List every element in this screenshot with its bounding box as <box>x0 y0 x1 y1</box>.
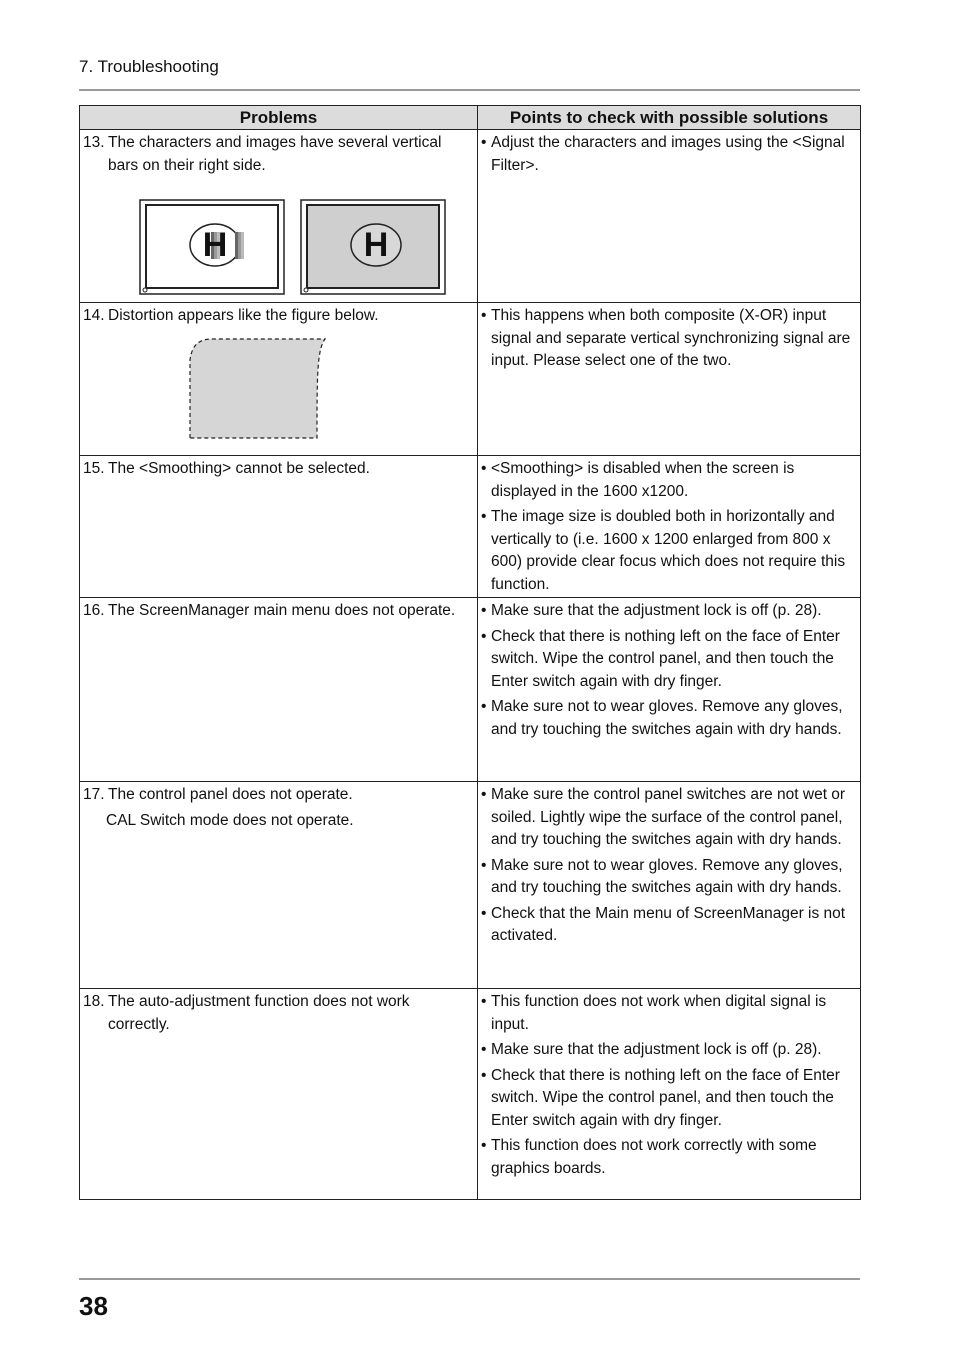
monitor-filtered-illustration <box>299 198 447 296</box>
table-row <box>80 303 861 456</box>
solution-item <box>481 305 854 373</box>
solution-text: Make sure not to wear gloves. Remove any gloves, and try touching the switches again with dry hands. <box>491 856 843 896</box>
header-rule <box>79 89 860 91</box>
solution-cell <box>478 303 861 456</box>
monitor-vertical-bars-illustration <box>138 198 286 296</box>
solution-item <box>481 506 854 596</box>
distortion-illustration <box>188 336 328 440</box>
solution-cell <box>478 130 861 303</box>
bullet-icon: • <box>481 1137 487 1154</box>
solution-item <box>481 458 854 503</box>
bullet-icon: • <box>481 627 487 645</box>
solution-cell <box>478 598 861 782</box>
problem-text: The auto-adjustment function does not work correctly. <box>108 993 410 1033</box>
solution-text: This happens when both composite (X-OR) input signal and separate vertical synchronizing signal are input. Please select one of the two. <box>491 307 851 369</box>
column-header-solutions: Points to check with possible solutions <box>478 106 861 130</box>
solution-item <box>481 855 854 900</box>
solution-item <box>481 1039 854 1062</box>
bullet-icon: • <box>481 134 487 151</box>
solution-item <box>481 600 854 623</box>
solution-text: Make sure that the adjustment lock is off (p. 28). <box>491 1041 822 1058</box>
troubleshooting-table <box>79 105 861 1200</box>
bullet-icon: • <box>481 460 487 477</box>
table-row <box>80 598 861 782</box>
solution-item <box>481 784 854 852</box>
solution-text: Make sure the control panel switches are not wet or soiled. Lightly wipe the surface of the control panel, and try touching the switches again with dry hands. <box>491 786 846 848</box>
solution-cell <box>478 456 861 598</box>
bullet-icon: • <box>481 307 487 324</box>
problem-cell <box>80 782 478 989</box>
problem-text: The control panel does not operate. <box>108 786 353 803</box>
table-row <box>80 456 861 598</box>
solution-text: <Smoothing> is disabled when the screen is displayed in the 1600 x1200. <box>491 460 795 500</box>
table-row <box>80 989 861 1200</box>
problem-text: Distortion appears like the figure below. <box>108 307 379 324</box>
bullet-icon: • <box>481 698 487 715</box>
solution-text: Check that the Main menu of ScreenManager is not activated. <box>491 904 846 944</box>
solution-text: Check that there is nothing left on the face of Enter switch. Wipe the control panel, and then touch the Enter switch again with dry finger. <box>491 627 840 690</box>
problem-text: The ScreenManager main menu does not operate. <box>108 602 456 619</box>
footer-rule <box>79 1278 860 1280</box>
figure-vertical-bars <box>138 198 473 296</box>
problem-cell <box>80 303 478 456</box>
solution-item <box>481 132 854 177</box>
problem-cell <box>80 130 478 303</box>
solution-text: Make sure that the adjustment lock is off (p. 28). <box>491 602 822 619</box>
solution-item <box>481 991 854 1036</box>
problem-number: 18. <box>83 993 105 1010</box>
solution-text: The image size is doubled both in horizontally and vertically to (i.e. 1600 x 1200 enlarged from 800 x 600) provide clear focus which does not require this function. <box>491 508 846 593</box>
letter-h-glyph: H <box>202 226 228 264</box>
problem-cell <box>80 456 478 598</box>
bullet-icon: • <box>481 1041 487 1058</box>
column-header-problems: Problems <box>80 106 478 130</box>
problem-number: 16. <box>83 602 105 619</box>
table-header-row <box>80 106 861 130</box>
section-header: 7. Troubleshooting <box>79 57 219 76</box>
solution-text: This function does not work when digital signal is input. <box>491 993 827 1033</box>
bullet-icon: • <box>481 786 487 803</box>
bullet-icon: • <box>481 856 487 874</box>
bullet-icon: • <box>481 1066 487 1084</box>
solution-cell <box>478 782 861 989</box>
solution-text: Make sure not to wear gloves. Remove any gloves, and try touching the switches again with dry hands. <box>491 698 843 738</box>
problem-cell <box>80 598 478 782</box>
solution-text: Adjust the characters and images using the <Signal Filter>. <box>491 134 845 174</box>
problem-number: 15. <box>83 460 105 477</box>
problem-number: 17. <box>83 786 105 803</box>
problem-subtext: CAL Switch mode does not operate. <box>106 811 354 829</box>
solution-text: Check that there is nothing left on the face of Enter switch. Wipe the control panel, and then touch the Enter switch again with dry finger. <box>491 1066 840 1129</box>
page-number: 38 <box>79 1291 108 1321</box>
problem-cell <box>80 989 478 1200</box>
bullet-icon: • <box>481 508 487 525</box>
solution-item <box>481 696 854 741</box>
bullet-icon: • <box>481 993 487 1010</box>
figure-distortion <box>188 336 473 448</box>
table-row <box>80 130 861 303</box>
solution-item <box>481 1135 854 1180</box>
problem-text: The characters and images have several vertical bars on their right side. <box>108 134 442 174</box>
solution-item <box>481 1065 854 1133</box>
problem-number: 14. <box>83 307 105 324</box>
bullet-icon: • <box>481 602 487 619</box>
solution-item <box>481 903 854 948</box>
problem-text: The <Smoothing> cannot be selected. <box>108 460 370 477</box>
problem-number: 13. <box>83 134 105 151</box>
bullet-icon: • <box>481 904 487 922</box>
table-row <box>80 782 861 989</box>
solution-text: This function does not work correctly with some graphics boards. <box>491 1137 817 1177</box>
solution-item <box>481 626 854 694</box>
solution-cell <box>478 989 861 1200</box>
letter-h-glyph: H <box>363 226 389 264</box>
